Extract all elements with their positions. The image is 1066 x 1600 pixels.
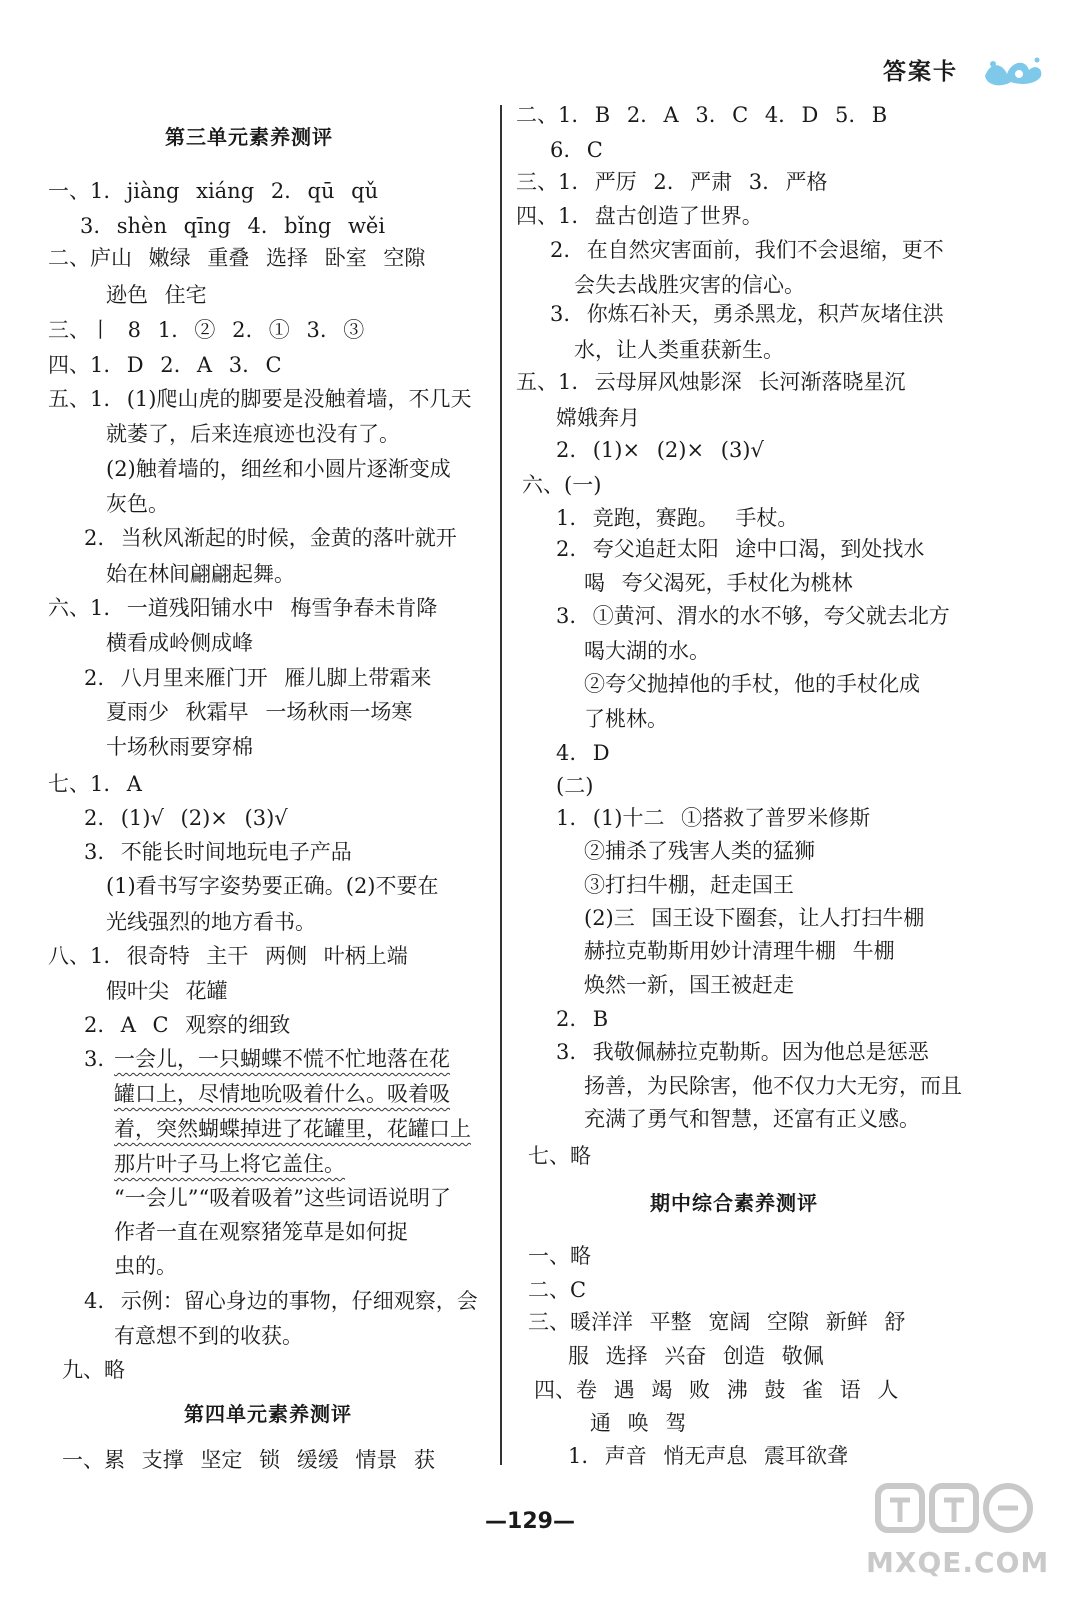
text-line: 会失去战胜灾害的信心。 — [574, 273, 805, 297]
text-line: 3. 你炼石补天，勇杀黑龙，积芦灰堵住洪 — [550, 302, 944, 326]
page-number: —129— — [485, 1509, 575, 1534]
watermark-text: MXQE.COM — [866, 1546, 1050, 1579]
text-line: (2)触着墙的，细丝和小圆片逐渐变成 — [106, 457, 451, 481]
text-line: 喝 夸父渴死，手杖化为桃林 — [584, 571, 853, 595]
text-line: (2)三 国王设下圈套，让人打扫牛棚 — [584, 906, 925, 930]
text-line: 通 唤 驾 — [590, 1411, 687, 1435]
text-line: 服 选择 兴奋 创造 敬佩 — [568, 1344, 824, 1368]
text-line: 4. 示例：留心身边的事物，仔细观察，会 — [84, 1289, 478, 1313]
watermark-logo-icon — [872, 1478, 1036, 1542]
text-line: 横看成岭侧成峰 — [106, 631, 253, 655]
text-line: 四、卷 遇 竭 败 沸 鼓 雀 语 人 — [534, 1378, 899, 1402]
text-line: 2. (1)× (2)× (3)√ — [556, 438, 764, 462]
text-line: 有意想不到的收获。 — [114, 1324, 303, 1348]
text-line: 始在林间翩翩起舞。 — [106, 562, 295, 586]
text-line: 3. shèn qīng 4. bǐng wěi — [80, 214, 386, 238]
text-line: 喝大湖的水。 — [584, 639, 710, 663]
text-line: 二、1. B 2. A 3. C 4. D 5. B — [516, 103, 888, 127]
text-line: ③打扫牛棚，赶走国王 — [584, 873, 794, 897]
text-line: 2. 夸父追赶太阳 途中口渴，到处找水 — [556, 537, 925, 561]
text-line: ②捕杀了残害人类的猛狮 — [584, 839, 815, 863]
text-line: 1. (1)十二 ①搭救了普罗米修斯 — [556, 806, 871, 830]
splash-icon — [981, 54, 1047, 90]
underlined-line: 那片叶子马上将它盖住。 — [114, 1152, 345, 1176]
text-line: 八、1. 很奇特 主干 两侧 叶柄上端 — [48, 944, 408, 968]
unit3-title: 第三单元素养测评 — [165, 125, 333, 149]
text-line: “一会儿”“吸着吸着”这些词语说明了 — [114, 1186, 451, 1210]
midterm-title: 期中综合素养测评 — [650, 1191, 818, 1215]
text-line: 嫦娥奔月 — [556, 406, 640, 430]
unit4-title: 第四单元素养测评 — [184, 1402, 352, 1426]
text-line: 光线强烈的地方看书。 — [106, 910, 316, 934]
text-line: 6. C — [550, 138, 603, 162]
text-line: 一、累 支撑 坚定 锁 缓缓 情景 获 — [62, 1448, 436, 1472]
underlined-line: 一会儿，一只蝴蝶不慌不忙地落在花 — [114, 1047, 450, 1071]
text-line: 四、1. 盘古创造了世界。 — [516, 204, 763, 228]
header-title: 答案卡 — [883, 59, 958, 85]
text-line: 1. 竞跑，赛跑。 手杖。 — [556, 506, 799, 530]
text-line: 二、庐山 嫩绿 重叠 选择 卧室 空隙 — [48, 246, 426, 270]
underlined-line: 着，突然蝴蝶掉进了花罐里，花罐口上 — [114, 1117, 471, 1141]
text-line: 灰色。 — [106, 492, 169, 516]
text-line: 夏雨少 秋霜早 一场秋雨一场寒 — [106, 700, 413, 724]
text-line: 作者一直在观察猪笼草是如何捉 — [114, 1220, 408, 1244]
text-line: 三、1. 严厉 2. 严肃 3. 严格 — [516, 170, 828, 194]
text-line: 1. 声音 悄无声息 震耳欲聋 — [568, 1444, 849, 1468]
column-divider — [500, 105, 502, 1465]
text-line: 虫的。 — [114, 1254, 177, 1278]
text-line: 2. A C 观察的细致 — [84, 1013, 291, 1037]
text-line: 充满了勇气和智慧，还富有正义感。 — [584, 1107, 920, 1131]
text-line: 四、1. D 2. A 3. C — [48, 353, 282, 377]
text-line: 五、1. (1)爬山虎的脚要是没触着墙，不几天 — [48, 387, 472, 411]
watermark — [866, 1478, 1050, 1586]
text-line: 假叶尖 花罐 — [106, 979, 228, 1003]
text-line: 2. 在自然灾害面前，我们不会退缩，更不 — [550, 238, 944, 262]
text-line: 十场秋雨要穿棉 — [106, 735, 253, 759]
text-line: ②夸父抛掉他的手杖，他的手杖化成 — [584, 672, 920, 696]
text-line: 赫拉克勒斯用妙计清理牛棚 牛棚 — [584, 939, 895, 963]
text-line: 就萎了，后来连痕迹也没有了。 — [106, 422, 400, 446]
text-line: 三、暖洋洋 平整 宽阔 空隙 新鲜 舒 — [528, 1310, 906, 1334]
text-line: 2. 八月里来雁门开 雁儿脚上带霜来 — [84, 666, 432, 690]
text-line: 3. 不能长时间地玩电子产品 — [84, 840, 352, 864]
text-line: 一、略 — [528, 1244, 591, 1268]
text-line: (1)看书写字姿势要正确。(2)不要在 — [106, 874, 439, 898]
text-line: 三、丨 8 1. ② 2. ① 3. ③ — [48, 318, 365, 342]
text-line: 3. 我敬佩赫拉克勒斯。因为他总是惩恶 — [556, 1040, 929, 1064]
text-line: 二、C — [528, 1278, 587, 1302]
text-line: (二) — [556, 774, 594, 798]
text-line: 3. — [84, 1047, 105, 1071]
text-line: 水，让人类重获新生。 — [574, 338, 784, 362]
text-line: 2. (1)√ (2)× (3)√ — [84, 806, 288, 830]
text-line: 焕然一新，国王被赶走 — [584, 973, 794, 997]
underlined-line: 罐口上，尽情地吮吸着什么。吸着吸 — [114, 1082, 450, 1106]
text-line: 3. ①黄河、渭水的水不够，夸父就去北方 — [556, 604, 950, 628]
page-header — [883, 52, 958, 92]
text-line: 一、1. jiàng xiáng 2. qū qǔ — [48, 179, 379, 203]
text-line: 六、(一) — [522, 473, 602, 497]
text-line: 扬善，为民除害，他不仅力大无穷，而且 — [584, 1074, 962, 1098]
text-line: 七、略 — [528, 1144, 591, 1168]
text-line: 了桃林。 — [584, 707, 668, 731]
text-line: 逊色 住宅 — [106, 283, 207, 307]
text-line: 2. B — [556, 1007, 609, 1031]
text-line: 九、略 — [62, 1358, 125, 1382]
text-line: 五、1. 云母屏风烛影深 长河渐落晓星沉 — [516, 370, 906, 394]
text-line: 七、1. A — [48, 772, 142, 796]
text-line: 2. 当秋风渐起的时候，金黄的落叶就开 — [84, 526, 457, 550]
text-line: 六、1. 一道残阳铺水中 梅雪争春未肯降 — [48, 596, 438, 620]
text-line: 4. D — [556, 741, 610, 765]
